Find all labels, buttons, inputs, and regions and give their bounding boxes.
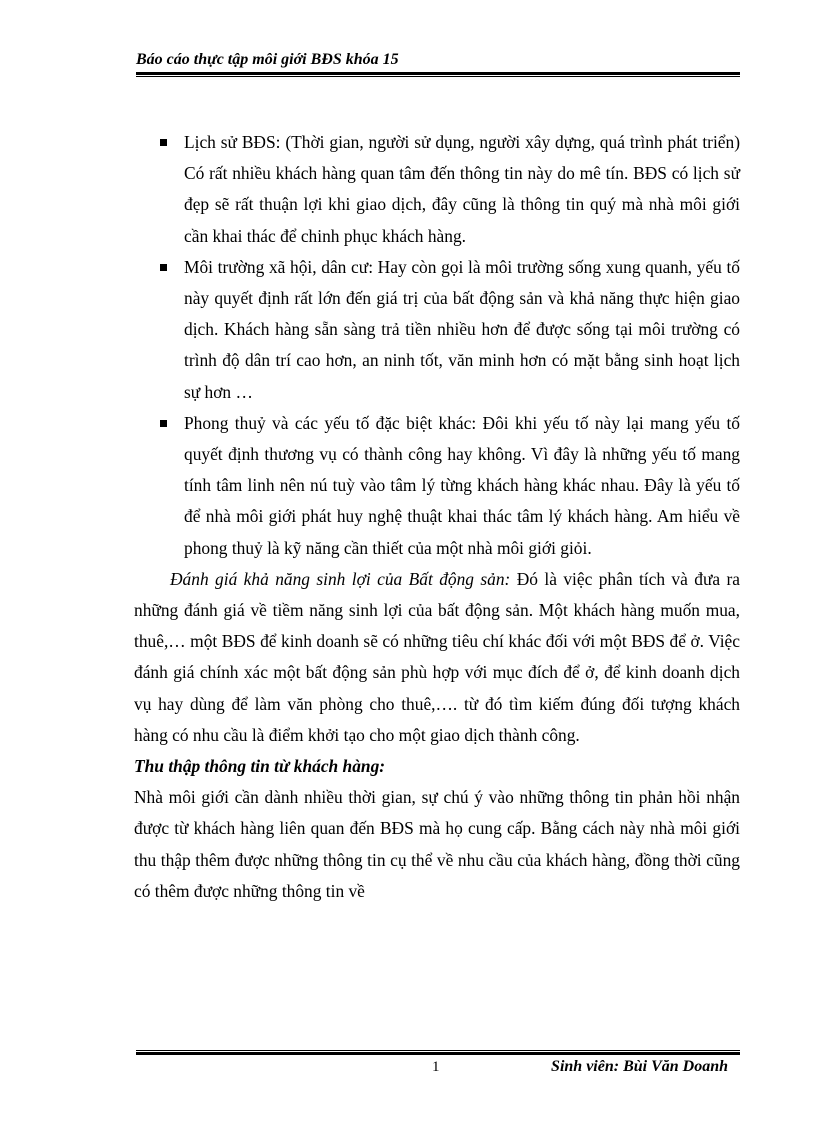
bullet-item-fengshui xyxy=(134,408,740,564)
section-heading: Thu thập thông tin từ khách hàng: xyxy=(134,756,386,777)
student-name: Sinh viên: Bùi Văn Doanh xyxy=(551,1058,728,1075)
section-paragraph: Nhà môi giới cần dành nhiều thời gian, sự chú ý vào những thông tin phản hồi nhận được từ khách hàng liên quan đến BĐS mà họ cung cấp. Bằng cách này nhà môi giới thu thập thêm được những thông tin cụ thể về nhu cầu của khách hàng, đồng thời cũng có thêm được những thông tin về xyxy=(134,787,740,901)
square-bullet-icon xyxy=(160,139,167,146)
header-title: Báo cáo thực tập môi giới BĐS khóa 15 xyxy=(136,51,399,68)
page-number: 1 xyxy=(432,1059,440,1075)
evaluation-lead: Đánh giá khả năng sinh lợi của Bất động sản: xyxy=(170,568,511,589)
evaluation-paragraph xyxy=(134,564,740,751)
bullet-text: Lịch sử BĐS: (Thời gian, người sử dụng, người xây dựng, quá trình phát triển) Có rất nhiều khách hàng quan tâm đến thông tin này do mê tín. BĐS có lịch sử đẹp sẽ rất thuận lợi khi giao dịch, đây cũng là thông tin quý mà nhà môi giới cần khai thác để chinh phục khách hàng. xyxy=(184,132,740,246)
footer-row xyxy=(136,1057,740,1081)
square-bullet-icon xyxy=(160,264,167,271)
page-footer xyxy=(136,1050,740,1081)
document-body xyxy=(134,127,740,907)
footer-rule-thin xyxy=(136,1050,740,1051)
evaluation-text: Đó là việc phân tích và đưa ra những đánh giá về tiềm năng sinh lợi của bất động sản. Một khách hàng muốn mua, thuê,… một BĐS để kinh doanh sẽ có những tiêu chí khác đối với một BĐS để ở. Việc đánh giá chính xác một bất động sản phù hợp với mục đích để ở, để kinh doanh dịch vụ hay dùng để làm văn phòng cho thuê,…. từ đó tìm kiếm đúng đối tượng khách hàng có nhu cầu là điểm khởi tạo cho một giao dịch thành công. xyxy=(134,568,741,745)
bullet-text: Môi trường xã hội, dân cư: Hay còn gọi là môi trường sống xung quanh, yếu tố này quyết định rất lớn đến giá trị của bất động sản và khả năng thực hiện giao dịch. Khách hàng sẵn sàng trả tiền nhiều hơn để được sống tại môi trường có trình độ dân trí cao hơn, an ninh tốt, văn minh hơn có mặt bằng sinh hoạt lịch sự hơn … xyxy=(184,256,740,402)
header-rule-thick xyxy=(136,72,740,75)
page-header xyxy=(136,50,740,77)
bullet-item-history xyxy=(134,127,740,252)
header-rule-thin xyxy=(136,76,740,77)
footer-rule-thick xyxy=(136,1052,740,1055)
bullet-text: Phong thuỷ và các yếu tố đặc biệt khác: Đôi khi yếu tố này lại mang yếu tố quyết định thương vụ có thành công hay không. Vì đây là những yếu tố mang tính tâm linh nên nú tuỳ vào tâm lý từng khách hàng khác nhau. Đây là yếu tố để nhà môi giới phát huy nghệ thuật khai thác tâm lý khách hàng. Am hiểu về phong thuỷ là kỹ năng cần thiết của một nhà môi giới giỏi. xyxy=(184,412,740,558)
bullet-item-environment xyxy=(134,252,740,408)
square-bullet-icon xyxy=(160,420,167,427)
bullet-list xyxy=(134,127,740,564)
